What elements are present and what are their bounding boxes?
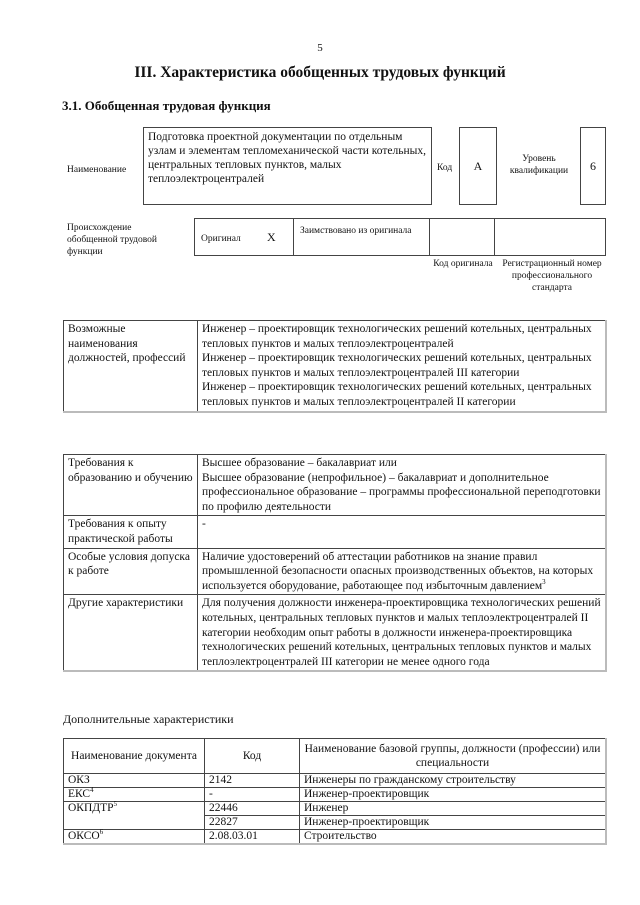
position-item: Инженер – проектировщик технологических решений котельных, центральных тепловых пунктов и малых теплоэлектроцентралей	[202, 323, 592, 350]
level-label: Уровень квалификации	[509, 154, 569, 176]
table-row	[64, 595, 607, 671]
code-cell: -	[205, 788, 300, 802]
code-cell: 22446	[205, 802, 300, 816]
original-label: Оригинал	[201, 234, 241, 244]
requirement-value: -	[198, 516, 607, 548]
column-header-doc: Наименование документа	[64, 739, 205, 774]
borrowed-label: Заимствовано из оригинала	[300, 226, 412, 236]
code-original-label: Код оригинала	[433, 259, 493, 269]
code-label: Код	[437, 163, 453, 173]
name-label: Наименование	[67, 165, 127, 175]
requirement-value	[198, 548, 607, 595]
requirement-line: Высшее образование – бакалавриат или	[202, 457, 397, 469]
level-value: 6	[590, 158, 596, 173]
code-cell: 2.08.03.01	[205, 830, 300, 845]
name-cell: Инженер-проектировщик	[300, 816, 607, 830]
requirement-value	[198, 455, 607, 516]
position-item: Инженер – проектировщик технологических решений котельных, центральных тепловых пунктов и малых теплоэлектроцентралей III категории	[202, 352, 592, 379]
reg-number-label: Регистрационный номер профессионального стандарта	[502, 259, 602, 293]
code-cell: 2142	[205, 774, 300, 788]
original-mark: X	[267, 230, 276, 244]
additional-table	[63, 738, 607, 845]
requirement-label: Особые условия допуска к работе	[64, 548, 198, 595]
table-row	[64, 455, 607, 516]
doc-cell: ОКЗ	[64, 774, 205, 788]
name-cell: Инженеры по гражданскому строительству	[300, 774, 607, 788]
column-header-code: Код	[205, 739, 300, 774]
doc-cell: ОКПДТР$^5$	[64, 802, 205, 830]
name-cell: Инженер-проектировщик	[300, 788, 607, 802]
requirement-label: Другие характеристики	[64, 595, 198, 671]
code-cell: 22827	[205, 816, 300, 830]
requirement-line: Наличие удостоверений об аттестации работников на знание правил промышленной безопасности опасных производственных объектов, на которых используется оборудование, работающее под избыточным давлением	[202, 550, 594, 592]
table-row	[64, 548, 607, 595]
footnote-ref: 3	[542, 577, 546, 586]
column-header-name: Наименование базовой группы, должности (профессии) или специальности	[300, 739, 607, 774]
page-number: 5	[317, 42, 323, 54]
table-row	[64, 802, 607, 816]
original-cell	[194, 218, 294, 256]
requirement-value: Для получения должности инженера-проектировщика технологических решений котельных, центральных тепловых пунктов и малых теплоэлектроцентралей II категории необходим опыт работы в должности инженера-проектировщика технологических решений котельных, центральных тепловых пунктов и малых теплоэлектроцентралей III категории не менее одного года	[198, 595, 607, 671]
doc-cell: ОКСО$^6$	[64, 830, 205, 845]
positions-table	[63, 320, 607, 413]
section-subtitle: 3.1. Обобщенная трудовая функция	[62, 98, 271, 113]
requirements-table	[63, 454, 607, 672]
table-row	[64, 788, 607, 802]
borrowed-cell	[293, 218, 430, 256]
page-title: III. Характеристика обобщенных трудовых функций	[134, 64, 506, 81]
table-row	[64, 516, 607, 548]
reg-number-cell	[494, 218, 606, 256]
position-item: Инженер – проектировщик технологических решений котельных, центральных тепловых пунктов и малых теплоэлектроцентралей II категории	[202, 381, 592, 408]
requirement-line: Высшее образование (непрофильное) – бакалавриат и дополнительное профессиональное образование – программы профессиональной переподготовки по профилю деятельности	[202, 471, 601, 513]
requirement-label: Требования к образованию и обучению	[64, 455, 198, 516]
positions-label: Возможные наименования должностей, профессий	[64, 321, 198, 412]
code-value-box	[459, 127, 497, 205]
table-row	[64, 830, 607, 845]
code-value: A	[473, 158, 483, 173]
name-cell: Строительство	[300, 830, 607, 845]
origin-label: Происхождение обобщенной трудовой функции	[67, 223, 157, 257]
doc-cell: ЕКС$^4$	[64, 788, 205, 802]
table-header-row	[64, 739, 607, 774]
code-original-cell	[429, 218, 495, 256]
requirement-label: Требования к опыту практической работы	[64, 516, 198, 548]
additional-heading: Дополнительные характеристики	[63, 712, 234, 726]
table-row	[64, 774, 607, 788]
level-value-box	[580, 127, 606, 205]
name-cell: Инженер	[300, 802, 607, 816]
function-name-box	[143, 127, 432, 205]
function-name: Подготовка проектной документации по отдельным узлам и элементам тепломеханической части котельных, центральных тепловых пунктов, малых теплоэлектроцентралей	[148, 131, 426, 185]
positions-list	[198, 321, 607, 412]
